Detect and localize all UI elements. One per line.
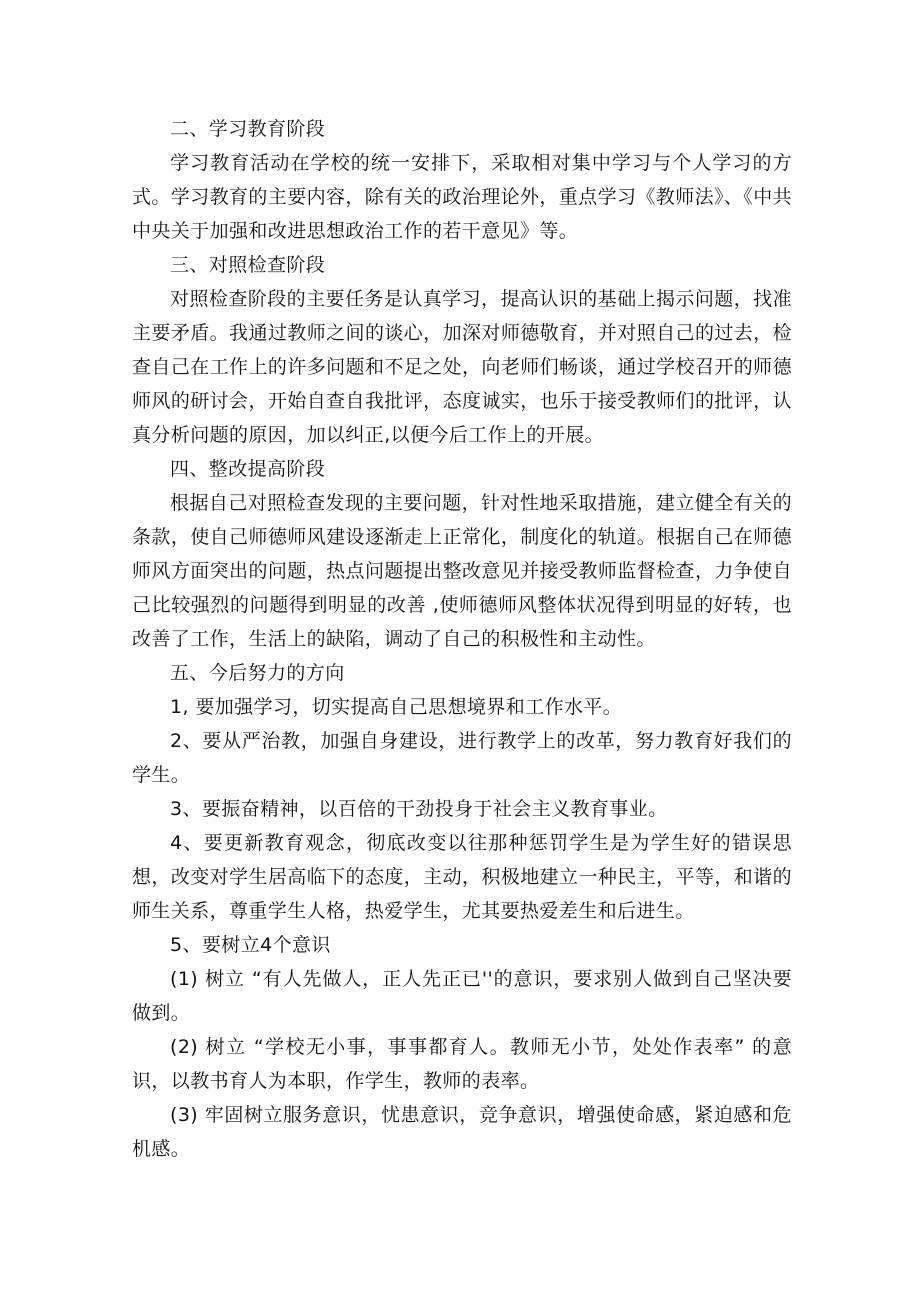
section-heading: 五、今后努力的方向 bbox=[170, 662, 345, 684]
section-heading: 二、学习教育阶段 bbox=[170, 118, 326, 140]
body-paragraph: 学习教育活动在学校的统一安排下，采取相对集中学习与个人学习的方式。学习教育的主要内容，除有关的政治理论外，重点学习《教师法》、《中共中央关于加强和改进思想政治工作的若干意见》等。 bbox=[132, 152, 793, 242]
section-heading: 三、对照检查阶段 bbox=[170, 254, 326, 276]
sub-list-item: (1) 树立 “有人先做人，正人先正已''的意识，要求别人做到自己坚决要做到。 bbox=[132, 968, 792, 1024]
body-paragraph: 根据自己对照检查发现的主要问题，针对性地采取措施，建立健全有关的条款，使自己师德师风建设逐渐走上正常化，制度化的轨道。根据自己在师德师风方面突出的问题，热点问题提出整改意见并接受教师监督检查，力争使自己比较强烈的问题得到明显的改善 ,使师德师风整体状况得到明显的好转，也改善了工作，生活上的缺陷，调动了自己的积极性和主动性。 bbox=[132, 492, 792, 650]
list-item: 1, 要加强学习，切实提高自己思想境界和工作水平。 bbox=[170, 696, 623, 718]
sub-list-item: (2) 树立 “学校无小事，事事都育人。教师无小节，处处作表率” 的意识，以教书育人为本职，作学生，教师的表率。 bbox=[132, 1036, 792, 1092]
list-item: 3、要振奋精神，以百倍的干劲投身于社会主义教育事业。 bbox=[170, 798, 668, 820]
list-item: 5、要树立4个意识 bbox=[170, 934, 331, 956]
list-item: 2、要从严治教，加强自身建设，进行教学上的改革，努力教育好我们的学生。 bbox=[132, 730, 792, 786]
list-item: 4、要更新教育观念，彻底改变以往那种惩罚学生是为学生好的错误思想，改变对学生居高临下的态度，主动，积极地建立一种民主，平等，和谐的师生关系，尊重学生人格，热爱学生，尤其要热爱差生和后进生。 bbox=[132, 832, 792, 922]
section-heading: 四、整改提高阶段 bbox=[170, 458, 326, 480]
sub-list-item: (3) 牢固树立服务意识，忧患意识，竞争意识，增强使命感，紧迫感和危机感。 bbox=[132, 1104, 792, 1160]
body-paragraph: 对照检查阶段的主要任务是认真学习，提高认识的基础上揭示问题，找准主要矛盾。我通过教师之间的谈心，加深对师德敬育，并对照自己的过去，检查自己在工作上的许多问题和不足之处，向老师们畅谈，通过学校召开的师德师风的研讨会，开始自查自我批评，态度诚实，也乐于接受教师们的批评，认真分析问题的原因，加以纠正,以便今后工作上的开展。 bbox=[132, 288, 792, 446]
document-body bbox=[132, 112, 792, 1166]
